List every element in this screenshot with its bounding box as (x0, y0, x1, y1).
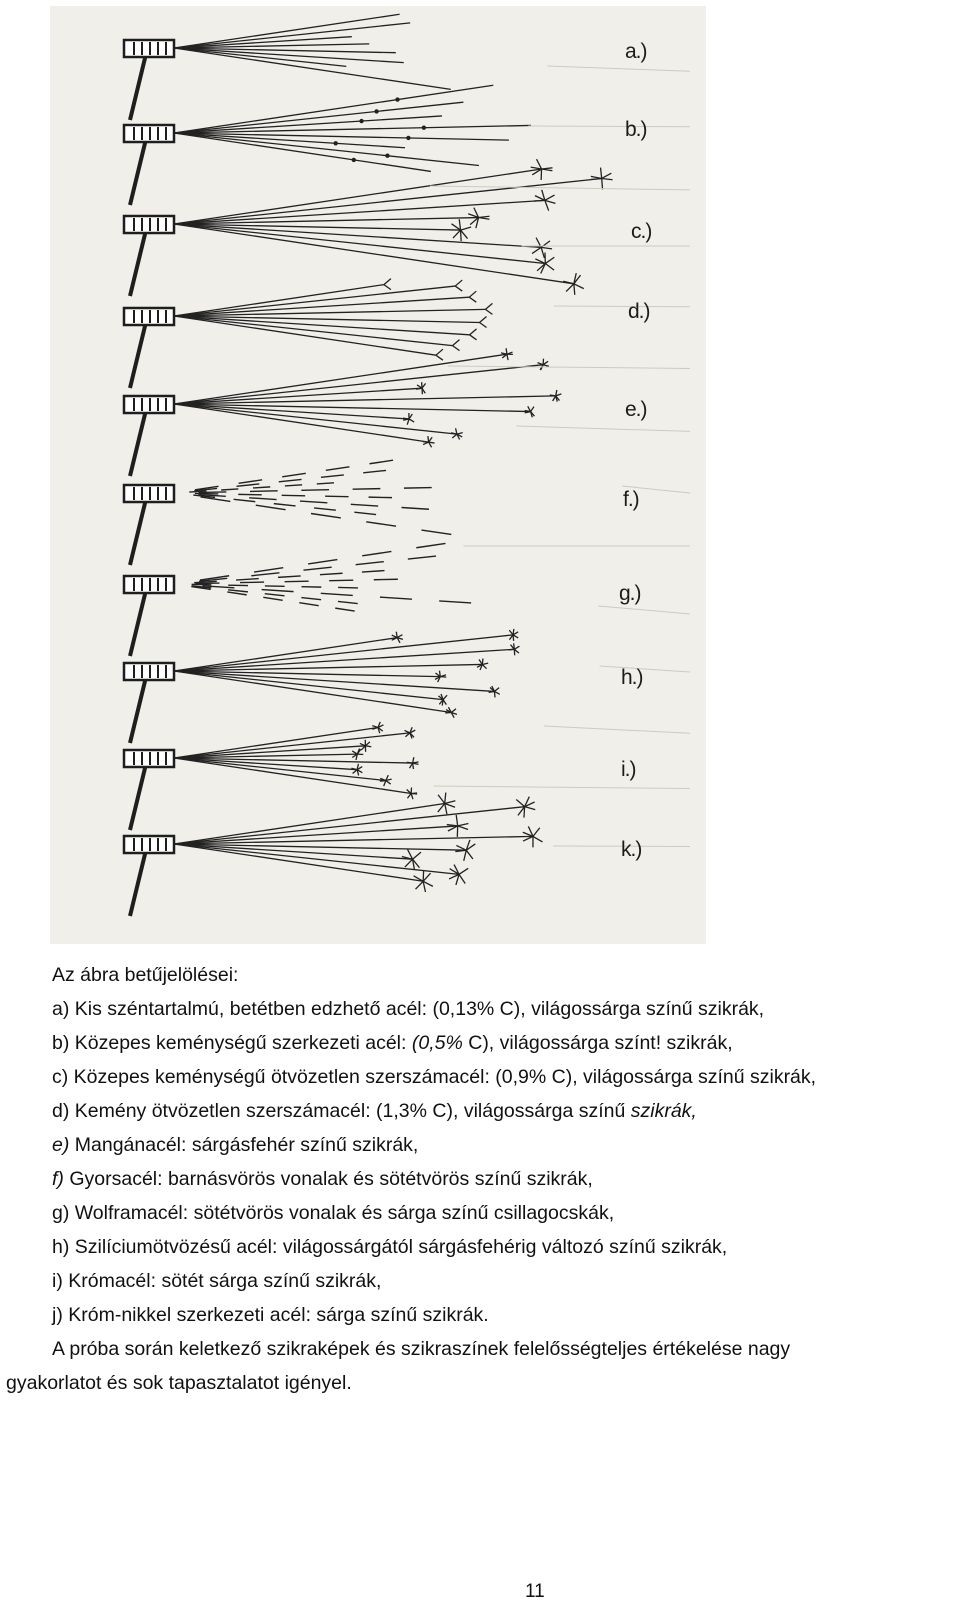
tool-handle (130, 590, 146, 656)
spark-ray (439, 601, 471, 603)
spark-burst (602, 178, 603, 189)
variant-label-f: f.) (623, 488, 639, 511)
bleed-through-line (544, 726, 690, 733)
spark-burst (537, 159, 542, 169)
spark-ray (362, 571, 385, 572)
spark-burst (602, 173, 612, 178)
spark-burst (438, 795, 445, 804)
spark-ray (326, 467, 350, 471)
legend-item-e: e) Mangánacél: sárgásfehér színű szikrák, (52, 1134, 419, 1156)
spark-ray (174, 365, 543, 404)
spark-burst (550, 395, 556, 396)
spark-burst (445, 803, 455, 807)
spark-ray (362, 551, 391, 555)
spark-burst (566, 284, 574, 292)
spark-burst (459, 219, 460, 230)
spark-burst (461, 227, 472, 230)
spark-burst (482, 658, 483, 664)
spark-burst (443, 695, 447, 699)
spark-ray (174, 758, 411, 793)
spark-burst (445, 793, 446, 804)
spark-burst (591, 176, 602, 178)
spark-burst (534, 200, 545, 201)
spark-ray (253, 487, 270, 488)
bleed-through-line (598, 606, 690, 614)
spark-ray (338, 601, 358, 603)
bleed-through-line (600, 666, 690, 672)
spark-burst (543, 365, 549, 367)
spark-burst (439, 671, 440, 677)
tool-handle (130, 139, 146, 205)
spark-ray (174, 85, 493, 133)
spark-burst (553, 396, 556, 401)
spark-ray (236, 579, 259, 580)
spark-test-figure (50, 6, 706, 944)
spark-ray (256, 505, 286, 509)
spark-ray (174, 169, 542, 224)
spark-ray (174, 844, 423, 881)
spark-burst (396, 632, 397, 638)
spark-burst (452, 434, 457, 438)
spark-dot (422, 125, 426, 129)
spark-ray (374, 579, 398, 580)
spark-ray (174, 733, 410, 758)
spark-ray (356, 562, 384, 565)
spark-ray (299, 603, 318, 606)
spark-fork (469, 291, 476, 297)
spark-burst (545, 195, 555, 200)
spark-burst (525, 807, 536, 810)
spark-ray (174, 48, 451, 89)
spark-ray (174, 638, 397, 671)
spark-ray (240, 582, 264, 583)
spark-ray (174, 23, 410, 48)
spark-ray (174, 133, 431, 171)
spark-ray (250, 491, 278, 492)
spark-ray (311, 513, 341, 517)
variant-label-d: d.) (628, 300, 650, 323)
spark-burst (494, 688, 499, 692)
spark-dot (374, 109, 378, 113)
spark-fork (469, 297, 476, 302)
spark-ray (174, 354, 507, 404)
spark-burst (447, 825, 458, 826)
spark-ray (237, 484, 260, 486)
spark-burst (453, 230, 461, 238)
spark-burst (459, 874, 465, 883)
spark-ray (278, 576, 301, 577)
bleed-through-line (547, 66, 690, 71)
variant-label-k: k.) (621, 838, 642, 861)
spark-ray (195, 583, 219, 584)
spark-burst (461, 230, 468, 239)
spark-ray (402, 507, 429, 509)
spark-dot (333, 141, 337, 145)
spark-ray (335, 608, 354, 611)
spark-burst (545, 264, 554, 271)
spark-burst (365, 742, 370, 746)
spark-ray (285, 485, 302, 486)
spark-fork (480, 316, 487, 322)
spark-burst (459, 868, 468, 874)
spark-burst (411, 793, 413, 799)
spark-ray (285, 581, 309, 582)
spark-ray (404, 488, 432, 489)
variant-label-a: a.) (625, 40, 647, 63)
spark-ray (254, 568, 283, 572)
spark-ray (421, 530, 451, 534)
spark-ray (321, 475, 344, 477)
legend-heading: Az ábra betűjelölései: (52, 964, 239, 986)
spark-burst (574, 284, 584, 289)
legend-item-b: b) Közepes keménységű szerkezeti acél: (0,5% C), világossárga színt! szikrák, (52, 1032, 733, 1054)
variant-label-g: g.) (619, 582, 641, 605)
spark-burst (423, 873, 430, 881)
spark-burst (501, 353, 507, 354)
spark-dot (406, 136, 410, 140)
legend-item-c: c) Közepes keménységű ötvözetlen szerszámacél: (0,9% C), világossárga színű szikrák, (52, 1066, 817, 1088)
spark-ray (369, 460, 393, 464)
spark-ray (265, 594, 285, 596)
spark-burst (458, 826, 468, 830)
legend-item-h: h) Szilíciumötvözésű acél: világossárgától sárgásfehérig változó színű szikrák, (52, 1236, 728, 1258)
tool-handle (130, 764, 146, 830)
bleed-through-line (448, 366, 690, 368)
spark-burst (386, 781, 391, 785)
spark-ray (308, 560, 337, 564)
spark-ray (201, 497, 231, 501)
spark-ray (274, 504, 296, 506)
spark-burst (601, 168, 602, 179)
spark-burst (461, 230, 462, 241)
variant-label-i: i.) (621, 758, 636, 781)
closing-paragraph-line-2: gyakorlatot és sok tapasztalatot igényel. (6, 1372, 352, 1394)
spark-burst (541, 247, 552, 248)
legend-item-f: f) Gyorsacél: barnásvörös vonalak és sötétvörös színű szikrák, (52, 1168, 593, 1190)
spark-ray (303, 567, 331, 570)
bleed-through-line (554, 306, 690, 307)
spark-burst (541, 247, 544, 258)
spark-fork (453, 340, 460, 346)
spark-burst (516, 800, 524, 807)
spark-ray (199, 492, 227, 493)
spark-burst (451, 709, 456, 713)
spark-ray (263, 597, 282, 600)
spark-burst (456, 815, 457, 826)
spark-burst (409, 419, 414, 422)
spark-ray (279, 479, 302, 481)
spark-burst (407, 793, 411, 798)
spark-burst (413, 757, 414, 763)
spark-ray (329, 580, 353, 581)
spark-burst (403, 418, 409, 419)
spark-ray (408, 556, 436, 559)
spark-dot (352, 158, 356, 162)
spark-burst (545, 257, 554, 263)
bleed-through-line (516, 426, 690, 431)
spark-burst (422, 383, 426, 388)
spark-ray (380, 597, 412, 599)
spark-burst (533, 828, 540, 837)
spark-burst (404, 730, 409, 732)
spark-fork (436, 355, 443, 360)
spark-ray (174, 316, 436, 355)
spark-ray (174, 14, 400, 48)
spark-ray (227, 592, 246, 595)
spark-fork (436, 349, 443, 355)
spark-ray (353, 489, 381, 490)
legend-item-g: g) Wolframacél: sötétvörös vonalak és sárga színű csillagocskák, (52, 1202, 615, 1224)
spark-burst (479, 216, 490, 217)
spark-ray (174, 671, 451, 712)
spark-burst (405, 859, 413, 867)
spark-ray (416, 543, 445, 547)
closing-paragraph-line-1: A próba során keletkező szikraképek és szikraszínek felelősségteljes értékelése nagy (52, 1338, 791, 1360)
spark-burst (482, 664, 486, 668)
spark-fork (470, 329, 477, 335)
spark-burst (407, 762, 413, 763)
spark-fork (485, 309, 492, 314)
spark-fork (480, 322, 487, 327)
spark-burst (458, 824, 469, 826)
spark-burst (514, 643, 515, 649)
tool-handle (130, 850, 146, 916)
spark-ray (314, 508, 336, 510)
spark-ray (174, 285, 384, 316)
spark-dot (385, 154, 389, 158)
spark-burst (384, 781, 386, 787)
legend-item-d: d) Kemény ötvözetlen szerszámacél: (1,3% C), világossárga színű szikrák, (52, 1100, 697, 1122)
spark-ray (301, 598, 321, 600)
spark-ray (301, 490, 329, 491)
spark-ray (239, 480, 263, 484)
spark-burst (531, 407, 534, 412)
spark-burst (506, 348, 507, 354)
spark-ray (174, 404, 429, 442)
spark-ray (300, 501, 327, 503)
spark-burst (574, 284, 575, 295)
spark-ray (317, 483, 334, 484)
spark-dot (359, 119, 363, 123)
variant-label-c: c.) (631, 220, 652, 243)
spark-burst (507, 354, 508, 360)
spark-burst (482, 663, 488, 664)
variant-label-e: e.) (625, 398, 647, 421)
spark-burst (532, 247, 541, 253)
variant-label-b: b.) (625, 118, 647, 141)
spark-ray (249, 498, 276, 500)
spark-ray (262, 590, 294, 592)
spark-fork (485, 303, 492, 309)
spark-ray (363, 470, 386, 472)
tool-handle (130, 410, 146, 476)
spark-burst (423, 870, 424, 881)
spark-ray (351, 504, 378, 506)
spark-burst (509, 630, 513, 635)
spark-burst (533, 836, 543, 842)
spark-burst (466, 850, 473, 859)
spark-burst (464, 850, 467, 861)
spark-fork (455, 286, 462, 291)
spark-ray (174, 807, 525, 844)
spark-ray (174, 224, 574, 284)
spark-ray (234, 499, 256, 501)
spark-fork (470, 335, 477, 340)
spark-burst (602, 178, 613, 179)
spark-ray (320, 573, 343, 574)
bleed-through-line (528, 126, 690, 127)
spark-fork (453, 346, 460, 351)
variant-label-h: h.) (621, 666, 643, 689)
spark-burst (365, 746, 371, 747)
spark-ray (282, 473, 306, 477)
spark-ray (174, 803, 445, 844)
spark-burst (353, 770, 358, 774)
spark-burst (445, 803, 447, 814)
spark-burst (542, 168, 553, 169)
spark-burst (372, 726, 378, 728)
tool-handle (130, 499, 146, 565)
tool-handle (130, 322, 146, 388)
spark-ray (228, 590, 248, 592)
spark-burst (451, 224, 460, 230)
spark-pattern-drawing (50, 6, 706, 944)
spark-fork (455, 280, 462, 286)
spark-burst (423, 442, 429, 443)
spark-burst (429, 437, 433, 442)
bleed-through-line (434, 786, 690, 788)
spark-burst (445, 801, 456, 804)
tool-handle (130, 230, 146, 296)
spark-ray (174, 727, 378, 758)
spark-fork (384, 285, 391, 290)
legend-item-i: i) Krómacél: sötét sárga színű szikrák, (52, 1270, 382, 1292)
spark-burst (409, 763, 412, 768)
tool-handle (130, 677, 146, 743)
spark-ray (366, 522, 396, 526)
spark-ray (251, 573, 279, 576)
page-number: 11 (525, 1581, 545, 1602)
legend-item-a: a) Kis széntartalmú, betétben edzhető acél: (0,13% C), világossárga színű szikrák, (52, 998, 765, 1020)
legend-item-j: j) Króm-nikkel szerkezeti acél: sárga színű szikrák. (52, 1304, 489, 1326)
spark-fork (384, 279, 391, 285)
spark-dot (395, 97, 399, 101)
bleed-through-line (430, 186, 690, 190)
spark-ray (321, 593, 353, 595)
spark-burst (457, 433, 463, 435)
spark-burst (413, 852, 421, 859)
spark-burst (416, 881, 424, 889)
spark-burst (514, 646, 519, 649)
tool-handle (130, 54, 146, 120)
spark-ray (354, 512, 376, 514)
spark-burst (531, 167, 542, 169)
spark-burst (397, 635, 402, 638)
spark-burst (413, 762, 419, 763)
spark-ray (221, 489, 238, 490)
